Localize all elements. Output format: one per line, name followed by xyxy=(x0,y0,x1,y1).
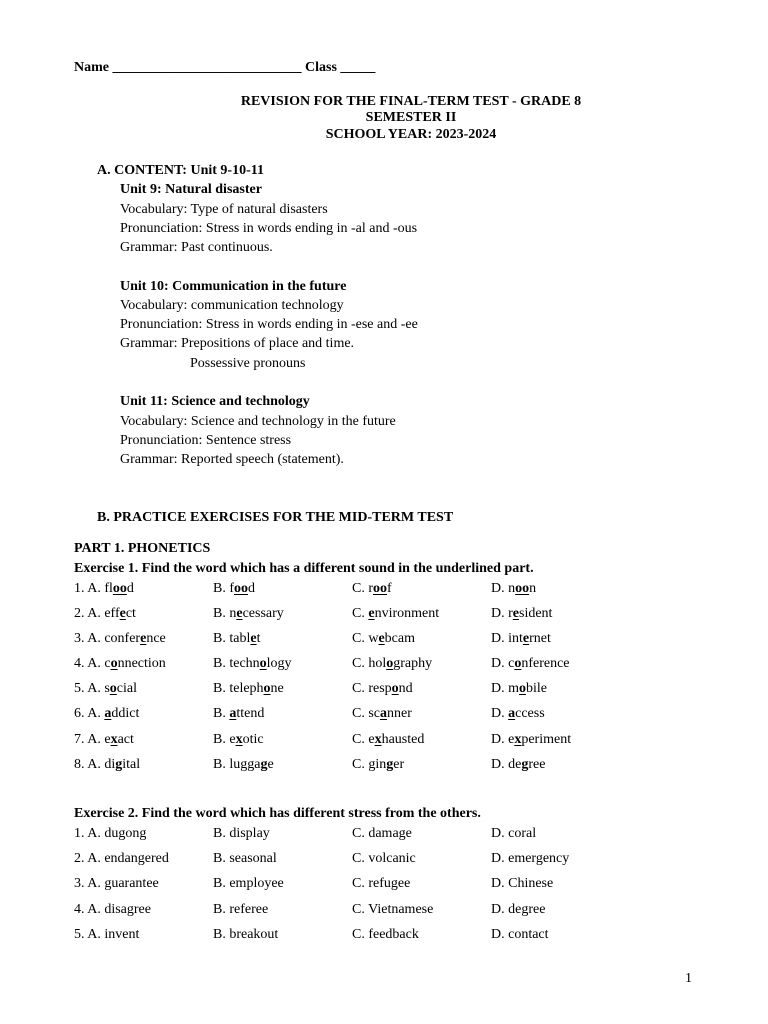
word-part: rnet xyxy=(529,631,551,646)
underlined-part: g xyxy=(521,757,529,772)
word-part: 6. A. xyxy=(74,706,105,721)
underlined-part: e xyxy=(368,606,375,621)
unit-10-title: Unit 10: Communication in the future xyxy=(120,279,347,294)
word-part: D. int xyxy=(491,631,523,646)
answer-option xyxy=(74,731,134,748)
answer-option: C. Vietnamese xyxy=(352,902,434,917)
underlined-part: x xyxy=(514,732,522,747)
word-part: 8. A. di xyxy=(74,757,116,772)
answer-option: 5. A. invent xyxy=(74,927,140,942)
word-part: ddict xyxy=(111,706,140,721)
answer-option xyxy=(74,756,140,773)
word-part: 1. A. fl xyxy=(74,581,113,596)
underlined-part: e xyxy=(236,606,243,621)
word-part: 5. A. s xyxy=(74,681,110,696)
answer-option: D. emergency xyxy=(491,851,570,866)
answer-option xyxy=(352,756,404,773)
unit-11-pronunciation: Pronunciation: Sentence stress xyxy=(120,433,292,448)
answer-option xyxy=(491,756,545,773)
underlined-part: e xyxy=(378,631,385,646)
underlined-part: a xyxy=(229,706,237,721)
word-part: otic xyxy=(242,732,264,747)
answer-option: 3. A. guarantee xyxy=(74,876,159,891)
underlined-part: e xyxy=(140,631,147,646)
word-part: ct xyxy=(125,606,136,621)
word-part: D. c xyxy=(491,656,515,671)
answer-option xyxy=(74,630,166,647)
underlined-part: o xyxy=(263,681,271,696)
underlined-part: x xyxy=(235,732,243,747)
underlined-part: g xyxy=(260,757,268,772)
answer-option xyxy=(352,705,412,722)
answer-option: B. breakout xyxy=(213,927,279,942)
title-line-3: SCHOOL YEAR: 2023-2024 xyxy=(325,127,497,142)
page-number: 1 xyxy=(685,971,692,986)
answer-option xyxy=(74,605,136,622)
word-part: bcam xyxy=(384,631,415,646)
answer-option xyxy=(74,580,134,597)
unit-9-grammar: Grammar: Past continuous. xyxy=(120,240,273,255)
word-part: C. e xyxy=(352,732,375,747)
unit-10-pronunciation: Pronunciation: Stress in words ending in -ese and -ee xyxy=(120,317,418,332)
answer-option: C. refugee xyxy=(352,876,411,891)
unit-10-grammar: Grammar: Prepositions of place and time. xyxy=(120,336,355,351)
underlined-part: g xyxy=(386,757,394,772)
underlined-part: e xyxy=(512,606,519,621)
answer-option xyxy=(352,580,392,597)
exercise-1-instruction: Exercise 1. Find the word which has a different sound in the underlined part. xyxy=(74,561,534,576)
underlined-part: o xyxy=(386,656,394,671)
answer-option: B. seasonal xyxy=(213,851,277,866)
underlined-part: o xyxy=(514,656,522,671)
answer-option xyxy=(213,705,264,722)
word-part: D. de xyxy=(491,757,522,772)
name-blank: ___________________________ xyxy=(112,60,302,75)
word-part: C. resp xyxy=(352,681,392,696)
answer-option: 1. A. dugong xyxy=(74,826,147,841)
section-b-heading: B. PRACTICE EXERCISES FOR THE MID-TERM TEST xyxy=(97,510,454,525)
underlined-part: a xyxy=(508,706,516,721)
underlined-part: o xyxy=(259,656,267,671)
answer-option xyxy=(352,630,415,647)
word-part: t xyxy=(256,631,261,646)
answer-option: C. damage xyxy=(352,826,412,841)
underlined-part: o xyxy=(391,681,399,696)
word-part: ttend xyxy=(236,706,265,721)
answer-option xyxy=(491,605,552,622)
answer-option xyxy=(352,655,432,672)
word-part: nce xyxy=(146,631,166,646)
unit-11-grammar: Grammar: Reported speech (statement). xyxy=(120,452,344,467)
answer-option xyxy=(213,630,260,647)
word-part: f xyxy=(387,581,392,596)
answer-option xyxy=(213,605,284,622)
title-line-2: SEMESTER II xyxy=(365,110,457,125)
word-part: e xyxy=(267,757,274,772)
underlined-part: e xyxy=(119,606,126,621)
answer-option xyxy=(491,705,545,722)
word-part: ital xyxy=(122,757,141,772)
answer-option xyxy=(74,655,166,672)
word-part: nvironment xyxy=(374,606,440,621)
underlined-part: o xyxy=(109,681,117,696)
answer-option: D. coral xyxy=(491,826,537,841)
underlined-part: e xyxy=(522,631,530,646)
answer-option xyxy=(491,580,536,597)
word-part: D. r xyxy=(491,606,513,621)
answer-option xyxy=(491,731,571,748)
answer-option xyxy=(74,705,139,722)
word-part: n xyxy=(529,581,537,596)
exercise-2-instruction: Exercise 2. Find the word which has different stress from the others. xyxy=(74,806,481,821)
answer-option: B. employee xyxy=(213,876,284,891)
underlined-part: oo xyxy=(515,581,530,596)
answer-option xyxy=(491,655,570,672)
answer-option: B. referee xyxy=(213,902,269,917)
word-part: 2. A. eff xyxy=(74,606,120,621)
answer-option: D. degree xyxy=(491,902,546,917)
name-class-line xyxy=(74,59,375,76)
word-part: ccess xyxy=(515,706,545,721)
answer-option: B. display xyxy=(213,826,270,841)
name-label: Name xyxy=(74,60,109,75)
word-part: sident xyxy=(519,606,553,621)
underlined-part: g xyxy=(115,757,123,772)
word-part: nference xyxy=(521,656,570,671)
word-part: C. gin xyxy=(352,757,387,772)
answer-option: C. volcanic xyxy=(352,851,416,866)
unit-9-title: Unit 9: Natural disaster xyxy=(120,182,262,197)
answer-option xyxy=(74,680,137,697)
answer-option: C. feedback xyxy=(352,927,419,942)
answer-option xyxy=(213,756,274,773)
answer-option xyxy=(352,605,439,622)
word-part: C. xyxy=(352,606,369,621)
answer-option xyxy=(352,680,413,697)
word-part: B. tabl xyxy=(213,631,251,646)
word-part: D. m xyxy=(491,681,519,696)
answer-option xyxy=(213,655,292,672)
unit-10-grammar-2: Possessive pronouns xyxy=(190,356,306,371)
word-part: nd xyxy=(398,681,413,696)
word-part: B. lugga xyxy=(213,757,261,772)
answer-option: 2. A. endangered xyxy=(74,851,169,866)
answer-option xyxy=(352,731,424,748)
word-part: periment xyxy=(521,732,572,747)
word-part: D. xyxy=(491,706,509,721)
answer-option: D. contact xyxy=(491,927,549,942)
answer-option xyxy=(213,680,284,697)
word-part: cial xyxy=(116,681,138,696)
underlined-part: oo xyxy=(112,581,127,596)
word-part: cessary xyxy=(242,606,284,621)
underlined-part: oo xyxy=(234,581,248,596)
word-part: act xyxy=(117,732,134,747)
word-part: D. e xyxy=(491,732,515,747)
underlined-part: e xyxy=(250,631,257,646)
word-part: B. xyxy=(213,706,230,721)
word-part: nner xyxy=(387,706,412,721)
title-line-1: REVISION FOR THE FINAL-TERM TEST - GRADE 8 xyxy=(240,94,582,109)
underlined-part: o xyxy=(110,656,118,671)
word-part: hausted xyxy=(381,732,425,747)
answer-option xyxy=(213,580,255,597)
underlined-part: x xyxy=(374,732,382,747)
word-part: 3. A. confer xyxy=(74,631,141,646)
word-part: C. w xyxy=(352,631,379,646)
unit-11-title: Unit 11: Science and technology xyxy=(120,394,310,409)
word-part: ne xyxy=(270,681,284,696)
underlined-part: a xyxy=(380,706,387,721)
class-blank: _____ xyxy=(340,60,376,75)
answer-option xyxy=(491,680,547,697)
answer-option: 4. A. disagree xyxy=(74,902,151,917)
class-label: Class xyxy=(305,60,337,75)
unit-11-vocabulary: Vocabulary: Science and technology in the future xyxy=(120,414,396,429)
word-part: C. sc xyxy=(352,706,380,721)
word-part: C. hol xyxy=(352,656,387,671)
section-a-heading: A. CONTENT: Unit 9-10-11 xyxy=(97,163,264,178)
part-1-heading: PART 1. PHONETICS xyxy=(74,541,211,556)
answer-option xyxy=(213,731,264,748)
unit-9-vocabulary: Vocabulary: Type of natural disasters xyxy=(120,202,328,217)
unit-9-pronunciation: Pronunciation: Stress in words ending in -al and -ous xyxy=(120,221,418,236)
word-part: nnection xyxy=(117,656,166,671)
word-part: d xyxy=(248,581,255,596)
word-part: 7. A. e xyxy=(74,732,111,747)
word-part: B. n xyxy=(213,606,237,621)
unit-10-vocabulary: Vocabulary: communication technology xyxy=(120,298,344,313)
underlined-part: oo xyxy=(373,581,387,596)
answer-option xyxy=(491,630,551,647)
underlined-part: o xyxy=(519,681,526,696)
word-part: D. n xyxy=(491,581,516,596)
word-part: d xyxy=(126,581,134,596)
underlined-part: a xyxy=(104,706,112,721)
word-part: ree xyxy=(528,757,546,772)
word-part: B. e xyxy=(213,732,236,747)
word-part: C. r xyxy=(352,581,373,596)
underlined-part: x xyxy=(110,732,118,747)
word-part: er xyxy=(393,757,405,772)
word-part: graphy xyxy=(393,656,433,671)
word-part: B. teleph xyxy=(213,681,264,696)
word-part: logy xyxy=(266,656,292,671)
word-part: B. f xyxy=(213,581,234,596)
word-part: 4. A. c xyxy=(74,656,111,671)
word-part: bile xyxy=(526,681,547,696)
answer-option: D. Chinese xyxy=(491,876,554,891)
word-part: B. techn xyxy=(213,656,260,671)
